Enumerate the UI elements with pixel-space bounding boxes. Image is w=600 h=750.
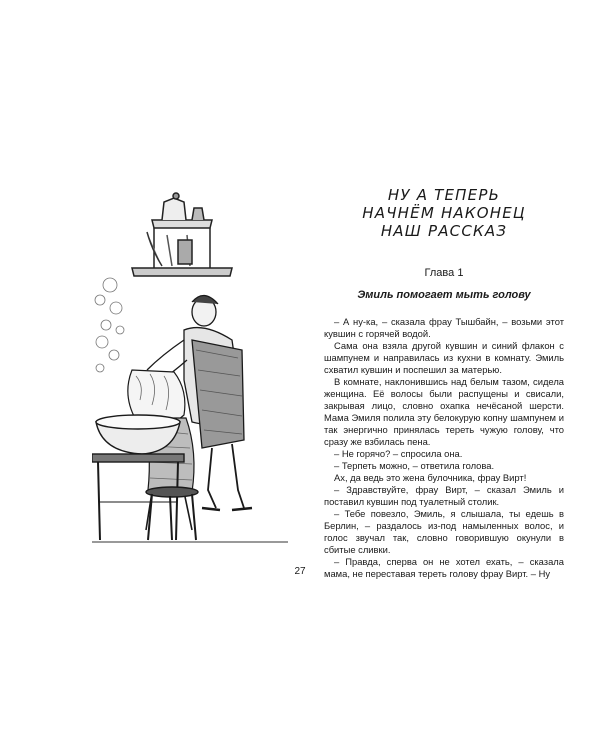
paragraph: – А ну-ка, – сказала фрау Тышбайн, – возьми этот кувшин с горячей водой. bbox=[324, 316, 564, 339]
text-column bbox=[324, 186, 564, 580]
paragraph: – Правда, сперва он не хотел ехать, – сказала мама, не переставая тереть голову фрау Вирт. – Ну bbox=[324, 556, 564, 579]
paragraph: В комнате, наклонившись над белым тазом, сидела женщина. Её волосы были распущены и свисали, закрывая лицо, словно охапка нечёсаной шерсти. Мама Эмиля полила эту белокурую копну шампунем и так энергично принялась тереть чужую голову, что сразу же взбилась пена. bbox=[324, 376, 564, 447]
stool bbox=[146, 487, 198, 540]
page-number: 27 bbox=[294, 566, 306, 577]
illustration-mother-washing-hair bbox=[92, 190, 288, 550]
chapter-title: Эмиль помогает мыть голову bbox=[357, 289, 531, 301]
body-text bbox=[324, 316, 564, 580]
story-title-line: НАШ РАССКАЗ bbox=[380, 222, 508, 240]
paragraph: Ах, да ведь это жена булочника, фрау Вирт! bbox=[334, 472, 527, 483]
story-title bbox=[324, 186, 564, 240]
shelf-with-jug bbox=[132, 193, 232, 276]
paragraph: Сама она взяла другой кувшин и синий флакон с шампунем и направилась из кухни в комнату. Эмиль схватил кувшин и поспешил за матерью. bbox=[324, 340, 564, 375]
paragraph: – Терпеть можно, – ответила голова. bbox=[334, 460, 495, 471]
paragraph: – Здравствуйте, фрау Вирт, – сказал Эмиль и поставил кувшин под туалетный столик. bbox=[324, 484, 564, 507]
story-title-line: НУ А ТЕПЕРЬ bbox=[387, 186, 501, 204]
soap-foam bbox=[95, 278, 124, 372]
story-title-line: НАЧНЁМ НАКОНЕЦ bbox=[362, 204, 526, 222]
paragraph: – Тебе повезло, Эмиль, я слышала, ты едешь в Берлин, – раздалось из-под намыленных волос, и голос звучал так, словно говорившую окунули в сбитые сливки. bbox=[324, 508, 564, 555]
paragraph: – Не горячо? – спросила она. bbox=[334, 448, 463, 459]
chapter-label: Глава 1 bbox=[424, 267, 464, 279]
